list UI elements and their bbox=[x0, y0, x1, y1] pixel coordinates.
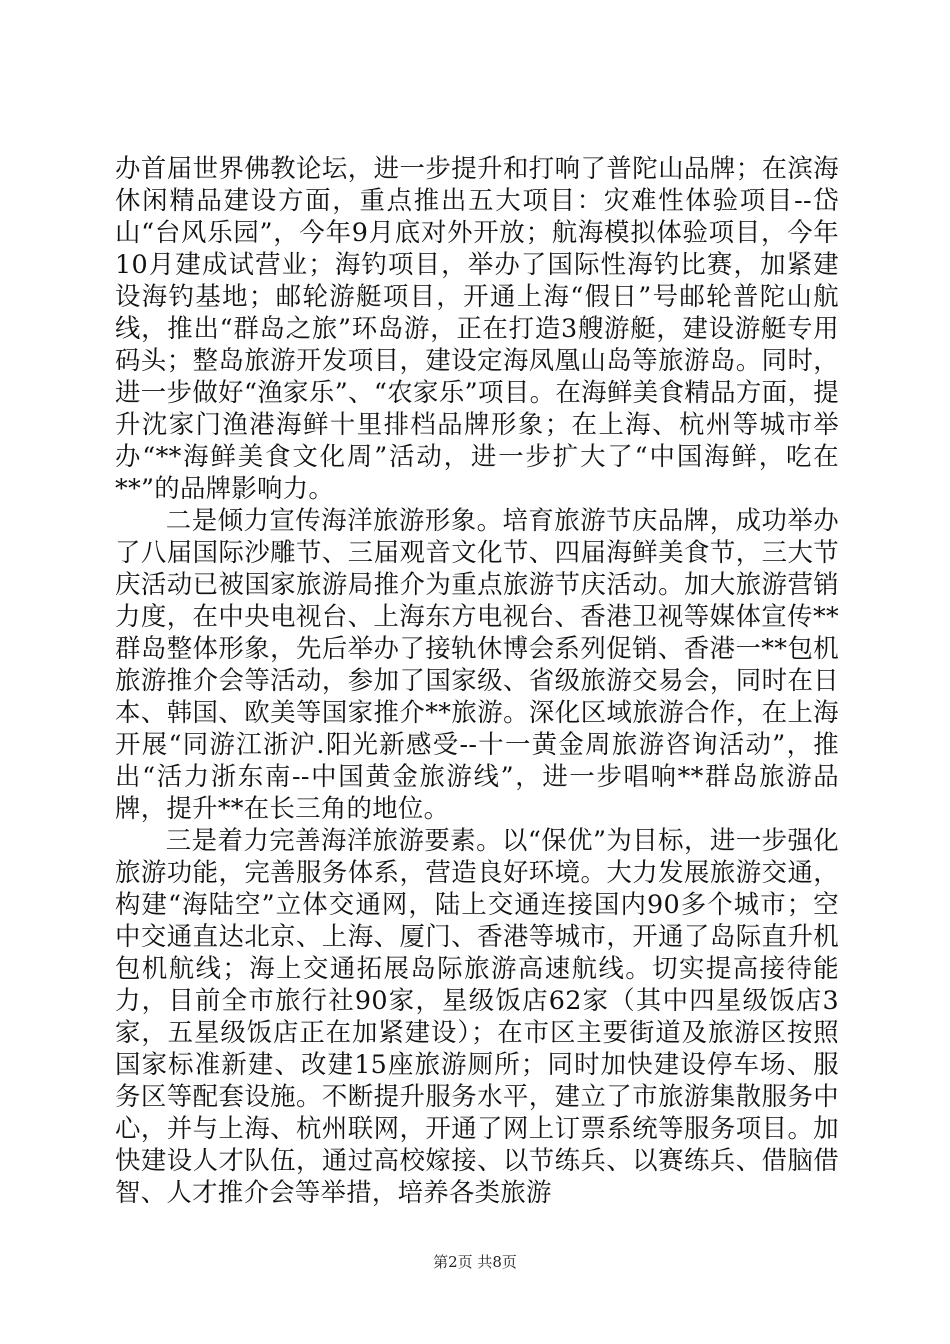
paragraph-infrastructure: 三是着力完善海洋旅游要素。以“保优”为目标，进一步强化旅游功能，完善服务体系，营造良好环境。大力发展旅游交通，构建“海陆空”立体交通网，陆上交通连接国内90多个城市；空中交通直达北京、上海、厦门、香港等城市，开通了岛际直升机包机航线；海上交通拓展岛际旅游高速航线。切实提高接待能力，目前全市旅行社90家，星级饭店62家（其中四星级饭店3家，五星级饭店正在加紧建设）；在市区主要街道及旅游区按照国家标准新建、改建15座旅游厕所；同时加快建设停车场、服务区等配套设施。不断提升服务水平，建立了市旅游集散服务中心，并与上海、杭州联网，开通了网上订票系统等服务项目。加快建设人才队伍，通过高校嫁接、以节练兵、以赛练兵、借脑借智、人才推介会等举措，培养各类旅游 bbox=[115, 825, 839, 1207]
document-body bbox=[115, 152, 839, 1208]
paragraph-continuation: 办首届世界佛教论坛，进一步提升和打响了普陀山品牌；在滨海休闲精品建设方面，重点推出五大项目：灾难性体验项目--岱山“台风乐园”，今年9月底对外开放；航海模拟体验项目，今年10月建成试营业；海钓项目，举办了国际性海钓比赛，加紧建设海钓基地；邮轮游艇项目，开通上海“假日”号邮轮普陀山航线，推出“群岛之旅”环岛游，正在打造3艘游艇，建设游艇专用码头；整岛旅游开发项目，建设定海凤凰山岛等旅游岛。同时，进一步做好“渔家乐”、“农家乐”项目。在海鲜美食精品方面，提升沈家门渔港海鲜十里排档品牌形象；在上海、杭州等城市举办“**海鲜美食文化周”活动，进一步扩大了“中国海鲜，吃在**”的品牌影响力。 bbox=[115, 153, 839, 503]
page-footer bbox=[0, 1252, 950, 1272]
paragraph-promotion: 二是倾力宣传海洋旅游形象。培育旅游节庆品牌，成功举办了八届国际沙雕节、三届观音文化节、四届海鲜美食节，三大节庆活动已被国家旅游局推介为重点旅游节庆活动。加大旅游营销力度，在中央电视台、上海东方电视台、香港卫视等媒体宣传**群岛整体形象，先后举办了接轨休博会系列促销、香港一**包机旅游推介会等活动，参加了国家级、省级旅游交易会，同时在日本、韩国、欧美等国家推介**旅游。深化区域旅游合作，在上海开展“同游江浙沪.阳光新感受--十一黄金周旅游咨询活动”，推出“活力浙东南--中国黄金旅游线”，进一步唱响**群岛旅游品牌，提升**在长三角的地位。 bbox=[115, 505, 839, 823]
page-number: 第2页 共8页 bbox=[433, 1253, 517, 1271]
